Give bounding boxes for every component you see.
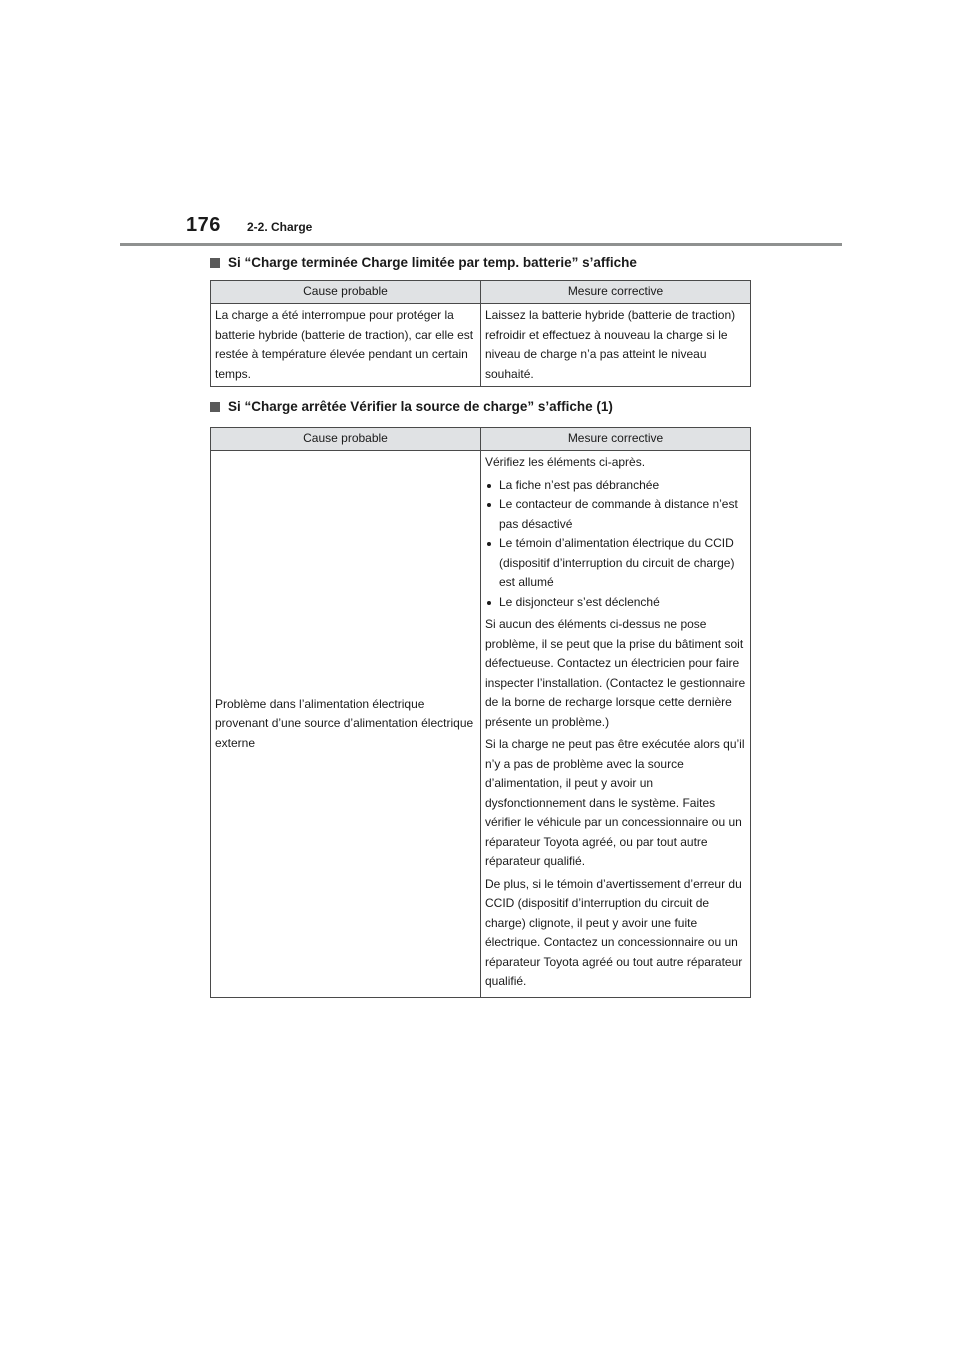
section1-table <box>210 280 751 387</box>
column-header-cause: Cause probable <box>211 428 481 451</box>
measure-paragraph: Si la charge ne peut pas être exécutée alors qu’il n’y a pas de problème avec la source d’alimentation, il peut y avoir un dysfonctionnement dans le système. Faites vérifier le véhicule par un concessionnaire ou un réparateur Toyota agréé, ou par tout autre réparateur qualifié. <box>485 737 745 868</box>
cause-cell: Problème dans l’alimentation électrique provenant d’une source d’alimentation électrique externe <box>211 451 481 998</box>
table-row <box>211 304 751 387</box>
check-list <box>485 476 746 613</box>
page-number: 176 <box>186 214 221 236</box>
section2-table <box>210 427 751 998</box>
section1-heading-text: Si “Charge terminée Charge limitée par temp. batterie” s’affiche <box>228 255 637 270</box>
section2-heading <box>210 399 613 414</box>
table-header-row <box>211 428 751 451</box>
measure-intro: Vérifiez les éléments ci-après. <box>485 455 646 469</box>
section-header: 2-2. Charge <box>247 220 313 234</box>
measure-paragraph: De plus, si le témoin d’avertissement d’erreur du CCID (dispositif d’interruption du circuit de charge) clignote, il peut y avoir une fuite électrique. Contactez un concessionnaire ou un réparateur Toyota agréé ou tout autre réparateur qualifié. <box>485 876 743 988</box>
list-item: Le disjoncteur s’est déclenché <box>485 593 746 613</box>
column-header-cause: Cause probable <box>211 281 481 304</box>
header-rule <box>120 243 842 246</box>
column-header-measure: Mesure corrective <box>481 428 751 451</box>
measure-cell <box>481 451 751 998</box>
section1-heading <box>210 255 637 270</box>
list-item: La fiche n’est pas débranchée <box>485 476 746 496</box>
column-header-measure: Mesure corrective <box>481 281 751 304</box>
list-item: Le contacteur de commande à distance n’est pas désactivé <box>485 495 746 534</box>
measure-paragraph: Si aucun des éléments ci-dessus ne pose problème, il se peut que la prise du bâtiment soit défectueuse. Contactez un électricien pour faire inspecter l’installation. (Contactez le gestionnaire de la borne de recharge lorsque cette dernière présente un problème.) <box>485 617 746 729</box>
list-item: Le témoin d’alimentation électrique du CCID (dispositif d’interruption du circuit de charge) est allumé <box>485 534 746 593</box>
square-bullet-icon <box>210 258 220 268</box>
table-row <box>211 451 751 998</box>
cause-cell: La charge a été interrompue pour protéger la batterie hybride (batterie de traction), car elle est restée à température élevée pendant un certain temps. <box>211 304 481 387</box>
square-bullet-icon <box>210 402 220 412</box>
measure-cell: Laissez la batterie hybride (batterie de traction) refroidir et effectuez à nouveau la charge si le niveau de charge n’a pas atteint le niveau souhaité. <box>481 304 751 387</box>
table-header-row <box>211 281 751 304</box>
section2-heading-text: Si “Charge arrêtée Vérifier la source de charge” s’affiche (1) <box>228 399 613 414</box>
